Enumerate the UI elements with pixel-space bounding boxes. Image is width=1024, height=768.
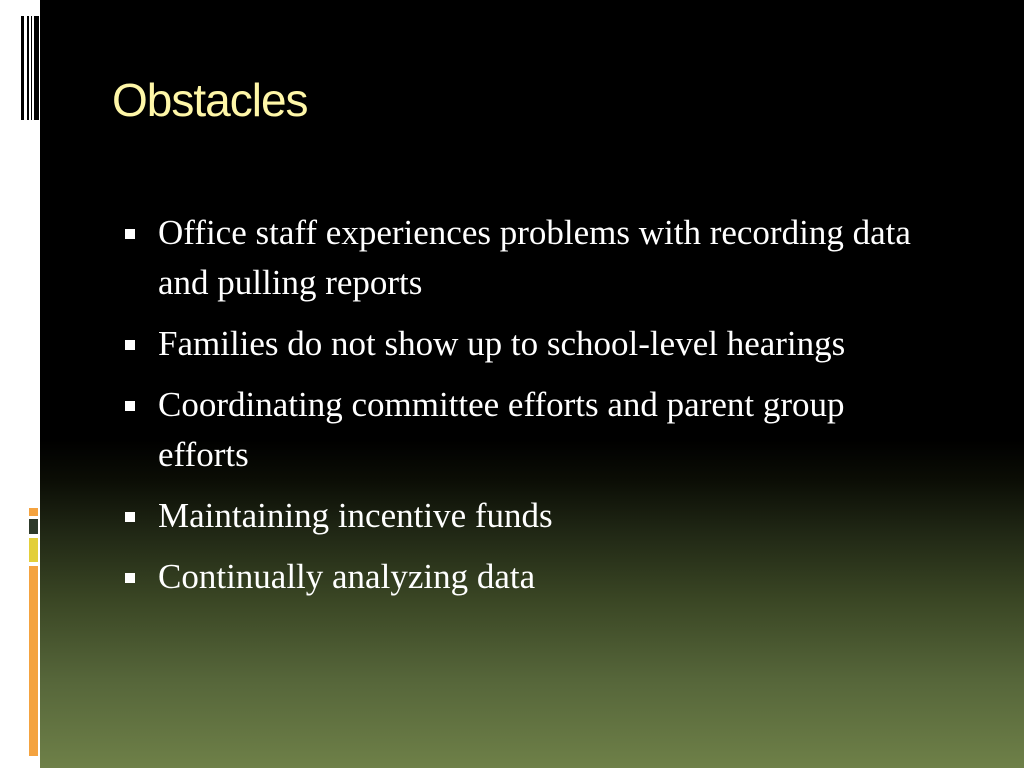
bullet-item — [120, 208, 920, 308]
bullet-list — [120, 208, 920, 613]
bullet-item — [120, 380, 920, 480]
accent-bar-orange-long — [29, 566, 38, 756]
bullet-text: Maintaining incentive funds — [158, 496, 553, 535]
square-bullet-icon — [125, 401, 135, 411]
bullet-text: Families do not show up to school-level hearings — [158, 324, 846, 363]
slide-title: Obstacles — [112, 74, 308, 126]
accent-bar-orange-small — [29, 508, 38, 516]
decorative-line — [21, 16, 24, 120]
square-bullet-icon — [125, 229, 135, 239]
bullet-item — [120, 552, 920, 602]
square-bullet-icon — [125, 573, 135, 583]
decorative-line — [27, 16, 29, 120]
decorative-line — [31, 16, 32, 120]
square-bullet-icon — [125, 512, 135, 522]
bullet-text: Coordinating committee efforts and parent group efforts — [158, 385, 845, 474]
left-decorative-strip — [0, 0, 40, 768]
decorative-vertical-lines — [21, 16, 39, 120]
square-bullet-icon — [125, 340, 135, 350]
accent-bar-dark — [29, 519, 38, 534]
bullet-item — [120, 319, 920, 369]
bullet-text: Office staff experiences problems with recording data and pulling reports — [158, 213, 911, 302]
bullet-item — [120, 491, 920, 541]
decorative-line — [34, 16, 39, 120]
bullet-text: Continually analyzing data — [158, 557, 536, 596]
accent-bar-yellow — [29, 538, 38, 562]
